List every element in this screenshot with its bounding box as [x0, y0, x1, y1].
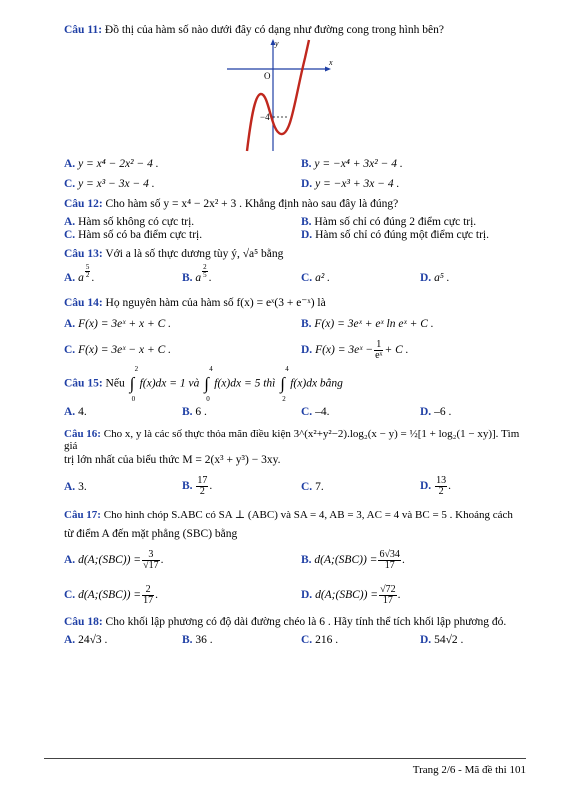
option-a[interactable] [64, 634, 107, 646]
question-15 [64, 365, 534, 404]
option-text: 36 . [195, 634, 213, 646]
question-label: Câu 13: [64, 248, 103, 260]
question-17 [64, 508, 534, 521]
upper-limit: 2 [134, 365, 139, 373]
option-text: d(A;(SBC)) = [315, 589, 379, 602]
origin-label: O [264, 71, 271, 81]
option-a[interactable] [64, 216, 194, 228]
denominator: √17 [143, 560, 159, 571]
upper-limit: 4 [285, 365, 289, 373]
fraction [196, 476, 208, 497]
integral-sign: ∫ 4 2 [280, 365, 289, 403]
option-label: D. [301, 589, 313, 602]
question-text: Họ nguyên hàm của hàm số f(x) = eˣ(3 + e⁻ˣ) là [105, 297, 326, 309]
option-text: d(A;(SBC)) = [314, 554, 378, 567]
question-text: Với a là số thực dương tùy ý, √a⁵ bằng [105, 248, 284, 260]
question-13 [64, 248, 534, 260]
question-12 [64, 198, 534, 210]
question-label: Câu 15: [64, 377, 103, 390]
option-label: C. [301, 481, 313, 493]
option-text: F(x) = 3eˣ − [315, 344, 374, 357]
option-d[interactable] [420, 634, 463, 646]
page-footer: Trang 2/6 - Mã đề thi 101 [412, 764, 526, 776]
option-text: y = x⁴ − 2x² − 4 . [78, 158, 159, 170]
question-17-line-2 [64, 528, 534, 540]
option-label: B. [301, 554, 312, 567]
option-label: C. [64, 589, 76, 602]
numerator: 13 [436, 475, 447, 486]
q17-options-row-1 [64, 550, 534, 576]
option-c[interactable] [64, 229, 202, 241]
option-d[interactable]: D. $\frac{13}{2}$ . [420, 475, 451, 497]
option-a[interactable]: A. d(A;(SBC)) = $\frac{3}{√17}$ . [64, 549, 164, 571]
option-label: A. [64, 634, 76, 646]
q11-options-row-1 [64, 158, 534, 174]
option-label: A. [64, 318, 76, 330]
denominator: eˣ [375, 350, 383, 361]
option-label: D. [420, 634, 432, 646]
question-label: Câu 12: [64, 198, 103, 210]
x-axis-label: x [329, 58, 333, 67]
option-d[interactable] [301, 340, 409, 361]
option-a[interactable] [64, 406, 87, 418]
option-label: C. [301, 634, 313, 646]
option-text: y = −x⁴ + 3x² − 4 . [314, 158, 403, 170]
question-text: Cho khối lập phương có độ dài đường chéo là 6 . Hãy tính thể tích khối lập phương đó. [105, 616, 507, 628]
option-b[interactable] [182, 634, 213, 646]
denominator: 2 [438, 486, 444, 497]
fraction [142, 550, 160, 571]
option-c[interactable] [301, 481, 324, 493]
option-text: F(x) = 3eˣ + eˣ ln eˣ + C . [314, 318, 434, 330]
option-b[interactable]: B. d(A;(SBC)) = $\frac{6√34}{17}$ . [301, 549, 405, 571]
option-b[interactable] [182, 406, 207, 418]
question-label: Câu 17: [64, 509, 101, 521]
option-text: 4. [78, 406, 87, 418]
option-d[interactable] [301, 229, 489, 241]
option-label: C. [64, 178, 76, 190]
question-16 [64, 428, 534, 452]
option-c[interactable] [64, 178, 155, 190]
option-b[interactable]: B. $\frac{17}{2}$ . [182, 475, 213, 497]
lower-limit: 0 [206, 395, 210, 403]
option-a[interactable] [64, 158, 159, 170]
option-text: y = −x³ + 3x − 4 . [315, 178, 400, 190]
denominator: 17 [382, 595, 393, 606]
option-label: D. [301, 344, 313, 357]
lower-limit: 0 [131, 395, 136, 403]
option-base: a [78, 272, 84, 284]
question-text: từ điểm A đến mặt phẳng (SBC) bằng [64, 528, 238, 540]
exponent-fraction [85, 264, 91, 279]
option-label: D. [301, 178, 313, 190]
option-label: C. [301, 406, 313, 418]
option-label: C. [64, 229, 76, 241]
option-text: –6 . [434, 406, 452, 418]
option-label: A. [64, 554, 76, 567]
option-label: D. [301, 229, 313, 241]
option-text: 24√3 . [78, 634, 108, 646]
option-text: a⁵ . [434, 272, 450, 284]
question-text: Cho x, y là các số thực thỏa mãn điều kiện 3^(x²+y²−2).log₂(x − y) = ½[1 + log₂(1 − xy)]. Tìm giá [64, 428, 520, 452]
q12-options-row-2 [64, 229, 534, 245]
option-label: B. [182, 634, 193, 646]
q14-options-row-2 [64, 340, 534, 366]
option-c[interactable] [301, 406, 329, 418]
fraction [374, 340, 383, 361]
option-label: B. [182, 272, 193, 284]
denominator: 17 [143, 595, 154, 606]
option-text: d(A;(SBC)) = [78, 589, 142, 602]
q18-options-row [64, 634, 534, 650]
numerator: 2 [203, 263, 207, 271]
minus-four-label: −4 [260, 112, 270, 122]
fraction [435, 476, 447, 497]
option-text: Hàm số chỉ có đúng 2 điểm cực trị. [314, 216, 477, 228]
option-d[interactable] [301, 178, 399, 190]
option-c[interactable] [64, 344, 171, 356]
option-text: Hàm số không có cực trị. [78, 216, 195, 228]
option-text: d(A;(SBC)) = [78, 554, 142, 567]
option-label: A. [64, 481, 76, 493]
question-label: Câu 11: [64, 24, 103, 36]
option-c[interactable] [301, 272, 330, 284]
question-16-line-2 [64, 454, 534, 466]
question-18 [64, 616, 534, 628]
option-d[interactable] [420, 406, 451, 418]
numerator: 1 [374, 340, 383, 351]
question-text: f(x)dx bằng [290, 377, 343, 390]
q15-options-row [64, 406, 534, 422]
option-text: a² . [315, 272, 331, 284]
option-label: A. [64, 216, 76, 228]
option-text: 216 . [315, 634, 339, 646]
option-text: 7. [315, 481, 324, 493]
function-graph [225, 38, 340, 153]
option-a[interactable] [64, 318, 171, 330]
x-arrow [325, 67, 331, 72]
q13-options-row [64, 263, 534, 294]
question-14 [64, 295, 534, 309]
option-label: A. [64, 406, 76, 418]
option-text-end: + C . [384, 344, 409, 357]
option-label: B. [182, 406, 193, 418]
lower-limit: 2 [282, 395, 286, 403]
numerator: √72 [380, 584, 396, 595]
option-base: a [195, 272, 202, 284]
y-axis-label: y [275, 39, 279, 48]
option-label: D. [420, 406, 432, 418]
upper-limit: 4 [209, 365, 213, 373]
question-text: trị lớn nhất của biểu thức M = 2(x³ + y³) − 3xy. [64, 454, 281, 466]
option-label: A. [64, 272, 76, 284]
option-text: Hàm số có ba điểm cực trị. [78, 229, 203, 241]
option-d[interactable]: D. d(A;(SBC)) = $\frac{√72}{17}$ . [301, 584, 401, 606]
option-label: C. [301, 272, 313, 284]
option-text: F(x) = 3eˣ − x + C . [78, 344, 172, 356]
numerator: 5 [85, 263, 90, 271]
option-text: y = x³ − 3x − 4 . [78, 178, 155, 190]
question-11 [64, 24, 534, 36]
option-text: Hàm số chỉ có đúng một điểm cực trị. [315, 229, 489, 241]
q14-options-row-1 [64, 318, 534, 334]
cubic-curve [247, 40, 309, 151]
q17-options-row-2 [64, 585, 534, 611]
option-label: C. [64, 344, 76, 356]
option-text: 54√2 . [434, 634, 464, 646]
option-text: 3. [78, 481, 87, 493]
option-a[interactable]: A. a $\frac{5}{2}$ . [64, 263, 95, 284]
q16-options-row [64, 476, 534, 502]
option-text: –4. [315, 406, 330, 418]
option-label: A. [64, 158, 76, 170]
integral-sign: ∫ 4 0 [204, 365, 213, 403]
option-b[interactable]: B. a $\frac{2}{5}$ . [182, 263, 212, 284]
option-label: B. [301, 318, 312, 330]
fraction [378, 550, 401, 571]
question-text: Nếu [105, 377, 125, 390]
option-b[interactable] [301, 318, 434, 330]
question-text: Cho hàm số y = x⁴ − 2x² + 3 . Khẳng định nào sau đây là đúng? [105, 198, 399, 210]
question-label: Câu 14: [64, 297, 103, 309]
denominator: 5 [203, 271, 207, 279]
exponent-fraction [202, 264, 208, 279]
option-label: B. [301, 158, 312, 170]
option-label: D. [420, 272, 432, 284]
option-d[interactable] [420, 272, 450, 284]
denominator: 2 [199, 486, 205, 497]
denominator: 17 [384, 560, 395, 571]
integral-sign: ∫ 2 0 [129, 365, 139, 403]
question-text: Đồ thị của hàm số nào dưới đây có dạng như đường cong trong hình bên? [104, 24, 444, 36]
question-text: f(x)dx = 1 và [139, 377, 200, 390]
question-label: Câu 18: [64, 616, 103, 628]
fraction [142, 585, 154, 606]
option-label: D. [420, 480, 432, 493]
footer-divider [44, 758, 526, 759]
denominator: 2 [85, 271, 90, 279]
option-c[interactable]: C. d(A;(SBC)) = $\frac{2}{17}$ . [64, 584, 158, 606]
option-b[interactable] [301, 158, 403, 170]
option-a[interactable] [64, 481, 87, 493]
question-text: f(x)dx = 5 thì [214, 377, 276, 390]
numerator: 17 [197, 475, 208, 486]
q11-options-row-2 [64, 178, 534, 194]
option-text: F(x) = 3eˣ + x + C . [78, 318, 172, 330]
option-b[interactable] [301, 216, 476, 228]
option-c[interactable] [301, 634, 338, 646]
option-label: B. [182, 480, 193, 493]
numerator: 6√34 [379, 549, 400, 560]
fraction [379, 585, 397, 606]
option-label: B. [301, 216, 312, 228]
question-label: Câu 16: [64, 428, 101, 440]
numerator: 2 [142, 585, 154, 596]
numerator: 3 [142, 550, 160, 561]
question-text: Cho hình chóp S.ABC có SA ⊥ (ABC) và SA = 4, AB = 3, AC = 4 và BC = 5 . Khoảng cách [103, 509, 513, 521]
option-text: 6 . [195, 406, 207, 418]
